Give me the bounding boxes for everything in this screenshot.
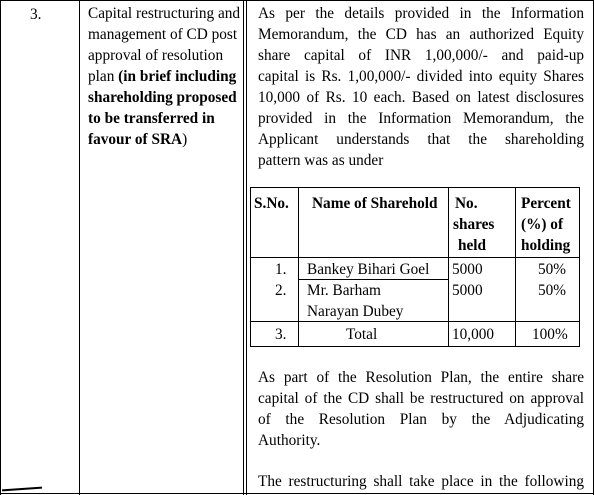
- inner-table-bottom: [250, 346, 580, 347]
- header-percent-1: Percent: [521, 195, 571, 212]
- intro-line: capital is Rs. 1,00,000/- divided into equity Shares: [258, 68, 584, 85]
- restructuring-paragraph: [258, 471, 584, 492]
- col-divider-1: [79, 0, 80, 495]
- inner-col-3: [515, 187, 516, 347]
- header-shares-2: shares: [453, 216, 495, 233]
- row-heading: [88, 3, 244, 150]
- header-percent-3: holding: [521, 237, 571, 254]
- row2-name-2: Narayan Dubey: [307, 303, 404, 320]
- resolution-plan-paragraph: [258, 367, 584, 451]
- row2-percent: 50%: [538, 282, 567, 299]
- col-divider-2b: [246, 0, 247, 495]
- following-line: The restructuring shall take place in the following: [258, 473, 584, 490]
- top-border: [0, 0, 594, 1]
- inner-left: [250, 187, 251, 347]
- plan-line: As part of the Resolution Plan, the entire share: [258, 369, 584, 386]
- heading-line: shareholding proposed: [88, 89, 237, 106]
- heading-line: to be transferred in: [88, 110, 215, 127]
- heading-line: Capital restructuring and: [88, 5, 241, 22]
- heading-line: plan (in brief including: [88, 68, 237, 85]
- header-sno: S.No.: [254, 195, 289, 212]
- header-name: Name of Sharehold: [312, 195, 438, 212]
- inner-table-header-bottom: [250, 257, 580, 258]
- intro-line: share capital of INR 1,00,000/- and paid-up: [258, 47, 584, 64]
- intro-line: pattern was as under: [258, 152, 384, 169]
- row1-percent: 50%: [538, 261, 567, 278]
- margin-mark: [2, 487, 42, 492]
- inner-col-1: [298, 187, 299, 347]
- intro-line: 10,000 of Rs. 10 each. Based on latest disclosures: [258, 89, 584, 106]
- intro-paragraph: [258, 3, 584, 171]
- total-percent: 100%: [532, 326, 568, 343]
- heading-line: management of CD post: [88, 26, 238, 43]
- total-label: Total: [346, 326, 378, 343]
- left-border: [0, 0, 1, 495]
- bottom-border: [0, 493, 594, 494]
- header-name-cell: [300, 193, 447, 214]
- intro-line: provided in the Information Memorandum, the: [258, 110, 584, 127]
- row1-shares: 5000: [452, 261, 483, 278]
- intro-line: Memorandum, the CD has an authorized Equity: [258, 26, 584, 43]
- inner-table-row2-bottom: [250, 321, 580, 322]
- row1-name: Bankey Bihari Goel: [307, 261, 430, 278]
- row2-sno: 2.: [275, 282, 287, 299]
- row-serial-number: 3.: [30, 6, 42, 23]
- heading-line: approval of resolution: [88, 47, 224, 64]
- intro-line: As per the details provided in the Information: [258, 5, 584, 22]
- inner-right: [579, 187, 580, 347]
- heading-line: favour of SRA): [88, 131, 188, 148]
- inner-table-top: [250, 187, 580, 188]
- plan-line: Authority.: [258, 432, 321, 449]
- plan-line: capital of the CD shall be restructured on approval: [258, 390, 584, 407]
- total-sno: 3.: [275, 326, 287, 343]
- inner-col-2: [448, 187, 449, 347]
- row2-shares: 5000: [452, 282, 483, 299]
- plan-line: of the Resolution Plan by the Adjudicating: [258, 411, 584, 428]
- row1-sno: 1.: [275, 261, 287, 278]
- header-shares-1: No.: [455, 195, 478, 212]
- intro-line: Applicant understands that the shareholding: [258, 131, 584, 148]
- row2-name-1: Mr. Barham: [307, 282, 381, 299]
- header-percent-2: (%) of: [521, 216, 564, 233]
- total-shares: 10,000: [452, 326, 495, 343]
- header-shares-3: held: [458, 237, 487, 254]
